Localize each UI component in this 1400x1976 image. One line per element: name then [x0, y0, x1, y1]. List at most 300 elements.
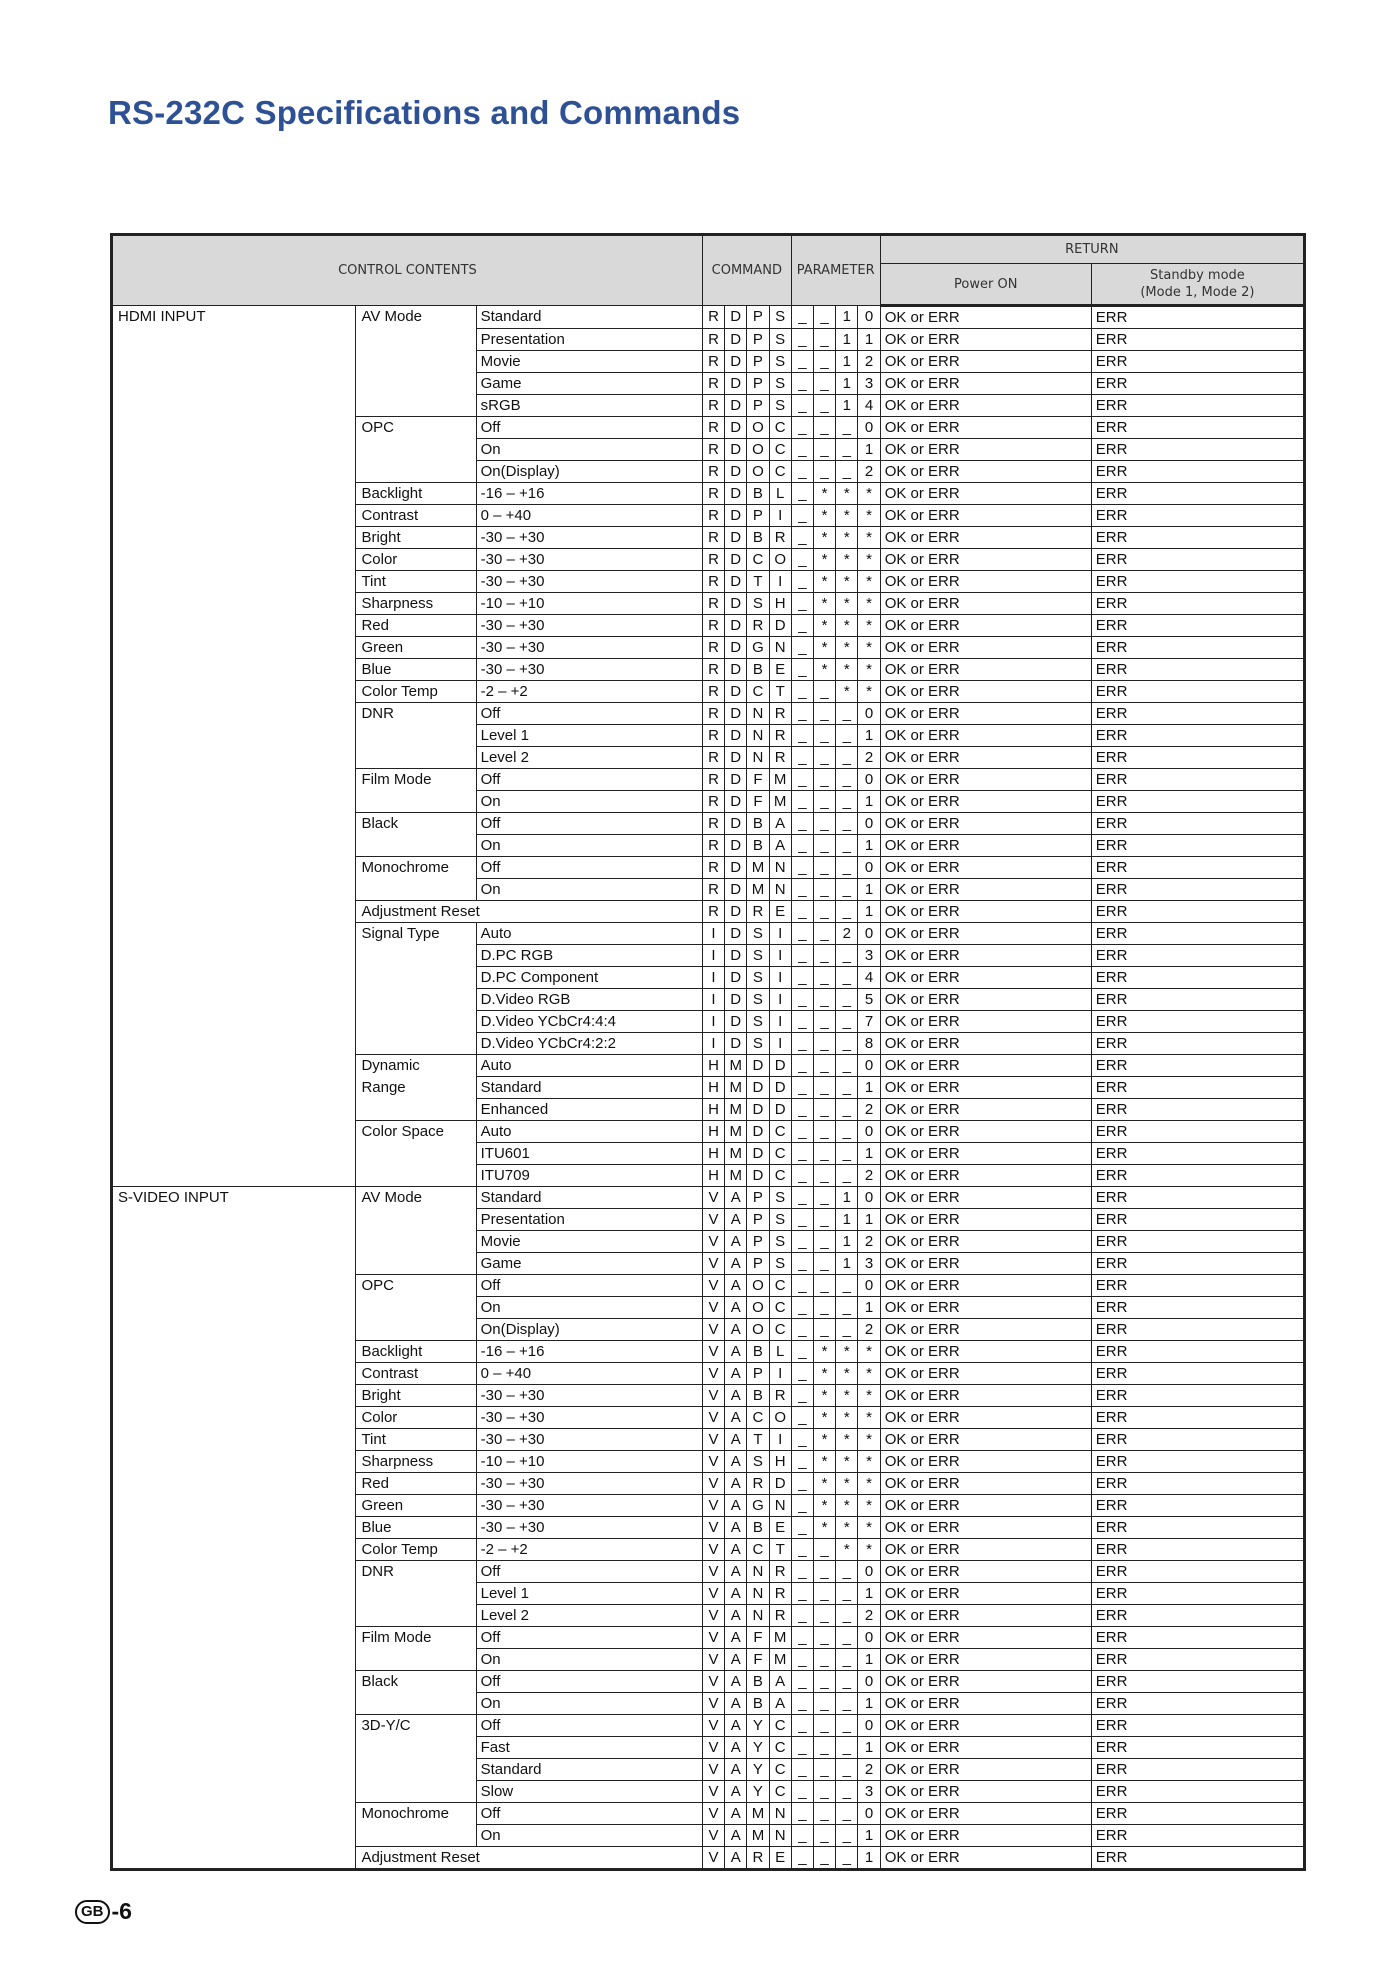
parameter-char: _ [813, 373, 835, 395]
control-cell [356, 945, 476, 967]
setting-value: Presentation [476, 329, 702, 351]
setting-value: Off [476, 417, 702, 439]
control-cell [356, 351, 476, 373]
group-cell [112, 461, 356, 483]
command-char: V [702, 1671, 724, 1693]
command-char: I [769, 923, 791, 945]
command-char: R [747, 1473, 769, 1495]
command-char: I [769, 505, 791, 527]
parameter-char: 1 [836, 351, 858, 373]
return-power-on: OK or ERR [880, 1605, 1091, 1627]
command-char: M [725, 1099, 747, 1121]
parameter-char: _ [813, 901, 835, 923]
parameter-char: 1 [858, 1077, 880, 1099]
setting-value: Standard [476, 1077, 702, 1099]
command-char: V [702, 1561, 724, 1583]
command-char: A [725, 1715, 747, 1737]
command-char: A [725, 1253, 747, 1275]
table-row [112, 791, 1305, 813]
command-char: O [769, 549, 791, 571]
group-label: HDMI INPUT [112, 306, 356, 329]
setting-value: -30 – +30 [476, 527, 702, 549]
setting-value: Game [476, 373, 702, 395]
parameter-char: _ [791, 549, 813, 571]
parameter-char: 1 [858, 835, 880, 857]
command-char: A [725, 1627, 747, 1649]
command-char: E [769, 1517, 791, 1539]
parameter-char: _ [791, 1627, 813, 1649]
return-standby: ERR [1091, 637, 1304, 659]
control-label: Color Temp [356, 1539, 476, 1561]
command-char: R [702, 769, 724, 791]
setting-value: D.Video YCbCr4:2:2 [476, 1033, 702, 1055]
setting-value: D.Video YCbCr4:4:4 [476, 1011, 702, 1033]
control-label: OPC [356, 1275, 476, 1297]
group-cell [112, 571, 356, 593]
return-power-on: OK or ERR [880, 461, 1091, 483]
parameter-char: _ [791, 1803, 813, 1825]
command-char: C [747, 1407, 769, 1429]
command-char: R [702, 395, 724, 417]
return-standby: ERR [1091, 505, 1304, 527]
command-char: E [769, 901, 791, 923]
parameter-char: _ [836, 1099, 858, 1121]
command-char: R [702, 835, 724, 857]
parameter-char: _ [791, 1077, 813, 1099]
return-power-on: OK or ERR [880, 1407, 1091, 1429]
parameter-char: _ [791, 1011, 813, 1033]
command-char: H [702, 1055, 724, 1077]
return-standby: ERR [1091, 1693, 1304, 1715]
command-char: O [747, 1275, 769, 1297]
command-char: O [747, 1319, 769, 1341]
command-char: N [747, 1583, 769, 1605]
command-char: B [747, 1385, 769, 1407]
parameter-char: 0 [858, 1671, 880, 1693]
command-char: N [747, 1561, 769, 1583]
return-power-on: OK or ERR [880, 747, 1091, 769]
parameter-char: _ [813, 1825, 835, 1847]
parameter-char: * [836, 1429, 858, 1451]
command-char: D [725, 857, 747, 879]
command-char: M [725, 1121, 747, 1143]
table-row [112, 1253, 1305, 1275]
command-char: V [702, 1781, 724, 1803]
table-row [112, 571, 1305, 593]
parameter-char: _ [813, 1055, 835, 1077]
parameter-char: * [813, 1517, 835, 1539]
setting-value: -16 – +16 [476, 1341, 702, 1363]
parameter-char: 2 [858, 1165, 880, 1187]
parameter-char: _ [791, 1693, 813, 1715]
command-char: R [702, 351, 724, 373]
parameter-char: 1 [858, 1583, 880, 1605]
return-standby: ERR [1091, 1011, 1304, 1033]
table-row [112, 1121, 1305, 1143]
command-char: D [725, 1033, 747, 1055]
group-label: S-VIDEO INPUT [112, 1187, 356, 1209]
group-cell [112, 725, 356, 747]
parameter-char: 3 [858, 1781, 880, 1803]
command-char: P [747, 1187, 769, 1209]
parameter-char: * [836, 1495, 858, 1517]
table-row [112, 1649, 1305, 1671]
table-row [112, 1715, 1305, 1737]
table-row [112, 1561, 1305, 1583]
parameter-char: _ [836, 835, 858, 857]
setting-value: On [476, 1825, 702, 1847]
command-char: N [747, 725, 769, 747]
group-cell [112, 1649, 356, 1671]
group-cell [112, 1407, 356, 1429]
return-power-on: OK or ERR [880, 769, 1091, 791]
command-char: D [725, 835, 747, 857]
table-row [112, 306, 1305, 329]
group-cell [112, 483, 356, 505]
command-char: A [725, 1803, 747, 1825]
parameter-char: 1 [836, 395, 858, 417]
return-standby: ERR [1091, 967, 1304, 989]
parameter-char: _ [791, 439, 813, 461]
setting-value: 0 – +40 [476, 505, 702, 527]
setting-value: -30 – +30 [476, 1517, 702, 1539]
command-char: D [725, 593, 747, 615]
command-char: D [725, 945, 747, 967]
command-char: V [702, 1847, 724, 1870]
parameter-char: * [813, 637, 835, 659]
control-label: Color [356, 1407, 476, 1429]
control-cell [356, 461, 476, 483]
return-power-on: OK or ERR [880, 703, 1091, 725]
command-char: D [725, 791, 747, 813]
control-label: Black [356, 1671, 476, 1693]
command-char: V [702, 1231, 724, 1253]
command-char: S [769, 1231, 791, 1253]
command-char: R [702, 747, 724, 769]
parameter-char: _ [813, 835, 835, 857]
group-cell [112, 1297, 356, 1319]
parameter-char: _ [791, 681, 813, 703]
return-power-on: OK or ERR [880, 1539, 1091, 1561]
command-char: R [702, 483, 724, 505]
command-char: R [702, 703, 724, 725]
return-standby: ERR [1091, 527, 1304, 549]
parameter-char: _ [791, 725, 813, 747]
command-char: B [747, 527, 769, 549]
parameter-char: * [836, 615, 858, 637]
setting-value: -16 – +16 [476, 483, 702, 505]
command-char: D [725, 549, 747, 571]
command-char: A [725, 1473, 747, 1495]
command-char: S [769, 306, 791, 329]
parameter-char: _ [813, 395, 835, 417]
setting-value: Auto [476, 1055, 702, 1077]
command-char: G [747, 1495, 769, 1517]
setting-value: Fast [476, 1737, 702, 1759]
command-char: S [769, 1253, 791, 1275]
command-char: A [725, 1517, 747, 1539]
table-row [112, 681, 1305, 703]
return-standby: ERR [1091, 703, 1304, 725]
parameter-char: 1 [836, 1187, 858, 1209]
header-power-on: Power ON [880, 264, 1091, 306]
setting-value: Level 1 [476, 725, 702, 747]
setting-value: ITU709 [476, 1165, 702, 1187]
control-cell [356, 1297, 476, 1319]
command-char: V [702, 1297, 724, 1319]
command-char: M [769, 1627, 791, 1649]
table-row [112, 1847, 1305, 1870]
command-char: B [747, 659, 769, 681]
command-char: S [769, 1187, 791, 1209]
parameter-char: * [858, 1517, 880, 1539]
command-char: A [725, 1209, 747, 1231]
return-power-on: OK or ERR [880, 879, 1091, 901]
table-body [112, 306, 1305, 1870]
command-char: R [769, 703, 791, 725]
return-standby: ERR [1091, 1847, 1304, 1870]
group-cell [112, 439, 356, 461]
command-char: I [769, 571, 791, 593]
control-label: Signal Type [356, 923, 476, 945]
return-standby: ERR [1091, 835, 1304, 857]
parameter-char: * [858, 681, 880, 703]
table-row [112, 1407, 1305, 1429]
group-cell [112, 1165, 356, 1187]
table-row [112, 1363, 1305, 1385]
setting-value: Movie [476, 1231, 702, 1253]
parameter-char: 2 [858, 1319, 880, 1341]
parameter-char: _ [813, 681, 835, 703]
command-char: R [747, 901, 769, 923]
table-row [112, 417, 1305, 439]
setting-value: -10 – +10 [476, 1451, 702, 1473]
command-char: A [725, 1605, 747, 1627]
command-char: D [769, 1055, 791, 1077]
return-power-on: OK or ERR [880, 1253, 1091, 1275]
parameter-char: _ [813, 1671, 835, 1693]
command-char: M [769, 1649, 791, 1671]
command-char: V [702, 1451, 724, 1473]
command-char: H [702, 1165, 724, 1187]
command-char: N [769, 879, 791, 901]
setting-value: Off [476, 1671, 702, 1693]
command-char: D [725, 769, 747, 791]
group-cell [112, 1561, 356, 1583]
command-char: R [769, 725, 791, 747]
control-cell [356, 395, 476, 417]
parameter-char: * [858, 615, 880, 637]
command-char: A [769, 813, 791, 835]
parameter-char: 1 [836, 1253, 858, 1275]
parameter-char: _ [791, 1517, 813, 1539]
parameter-char: _ [791, 1583, 813, 1605]
parameter-char: _ [836, 1693, 858, 1715]
return-power-on: OK or ERR [880, 1121, 1091, 1143]
parameter-char: _ [791, 1649, 813, 1671]
command-char: M [747, 1803, 769, 1825]
command-char: B [747, 835, 769, 857]
return-standby: ERR [1091, 1715, 1304, 1737]
group-cell [112, 1517, 356, 1539]
return-power-on: OK or ERR [880, 1693, 1091, 1715]
command-char: R [702, 527, 724, 549]
header-command: COMMAND [702, 235, 791, 306]
group-cell [112, 791, 356, 813]
parameter-char: * [858, 549, 880, 571]
group-cell [112, 747, 356, 769]
command-char: V [702, 1715, 724, 1737]
return-power-on: OK or ERR [880, 945, 1091, 967]
command-char: N [747, 747, 769, 769]
command-char: I [769, 945, 791, 967]
command-char: C [769, 1143, 791, 1165]
group-cell [112, 1847, 356, 1870]
command-char: B [747, 1693, 769, 1715]
parameter-char: 1 [858, 1825, 880, 1847]
table-row [112, 1583, 1305, 1605]
return-power-on: OK or ERR [880, 1803, 1091, 1825]
command-char: E [769, 1847, 791, 1870]
control-cell [356, 1143, 476, 1165]
parameter-char: 8 [858, 1033, 880, 1055]
setting-value: Auto [476, 1121, 702, 1143]
parameter-char: * [813, 1385, 835, 1407]
table-row [112, 483, 1305, 505]
table-row [112, 1539, 1305, 1561]
parameter-char: * [858, 505, 880, 527]
setting-value: -2 – +2 [476, 1539, 702, 1561]
command-char: F [747, 791, 769, 813]
parameter-char: _ [791, 1165, 813, 1187]
parameter-char: _ [836, 989, 858, 1011]
table-row [112, 835, 1305, 857]
command-char: D [769, 1473, 791, 1495]
parameter-char: 0 [858, 1715, 880, 1737]
parameter-char: 0 [858, 703, 880, 725]
return-power-on: OK or ERR [880, 1319, 1091, 1341]
return-standby: ERR [1091, 306, 1304, 329]
return-power-on: OK or ERR [880, 505, 1091, 527]
parameter-char: _ [791, 769, 813, 791]
setting-value: -2 – +2 [476, 681, 702, 703]
parameter-char: _ [813, 1627, 835, 1649]
parameter-char: 2 [836, 923, 858, 945]
group-cell [112, 1693, 356, 1715]
control-cell [356, 373, 476, 395]
return-standby: ERR [1091, 901, 1304, 923]
parameter-char: _ [791, 1099, 813, 1121]
parameter-char: _ [813, 1231, 835, 1253]
command-char: H [702, 1121, 724, 1143]
parameter-char: _ [836, 703, 858, 725]
parameter-char: * [813, 659, 835, 681]
command-char: R [702, 637, 724, 659]
parameter-char: _ [813, 1561, 835, 1583]
return-standby: ERR [1091, 439, 1304, 461]
parameter-char: * [836, 571, 858, 593]
parameter-char: _ [791, 373, 813, 395]
parameter-char: _ [791, 1539, 813, 1561]
command-char: I [702, 923, 724, 945]
parameter-char: 1 [858, 1143, 880, 1165]
control-label: Bright [356, 527, 476, 549]
header-return: RETURN [880, 235, 1304, 264]
parameter-char: 0 [858, 1561, 880, 1583]
table-row [112, 329, 1305, 351]
group-cell [112, 967, 356, 989]
group-cell [112, 769, 356, 791]
parameter-char: _ [813, 747, 835, 769]
command-char: P [747, 505, 769, 527]
parameter-char: 1 [858, 1693, 880, 1715]
command-char: A [769, 1693, 791, 1715]
command-char: M [725, 1165, 747, 1187]
return-standby: ERR [1091, 1627, 1304, 1649]
parameter-char: * [858, 571, 880, 593]
command-char: D [725, 417, 747, 439]
table-row [112, 1011, 1305, 1033]
parameter-char: _ [791, 703, 813, 725]
return-power-on: OK or ERR [880, 1011, 1091, 1033]
return-power-on: OK or ERR [880, 1099, 1091, 1121]
parameter-char: 0 [858, 1803, 880, 1825]
table-row [112, 703, 1305, 725]
setting-value: On(Display) [476, 1319, 702, 1341]
table-row [112, 1451, 1305, 1473]
command-char: I [702, 967, 724, 989]
return-power-on: OK or ERR [880, 1473, 1091, 1495]
parameter-char: _ [836, 1561, 858, 1583]
command-char: F [747, 1627, 769, 1649]
setting-value: -30 – +30 [476, 659, 702, 681]
parameter-char: * [836, 1407, 858, 1429]
group-cell [112, 1275, 356, 1297]
parameter-char: * [836, 1341, 858, 1363]
parameter-char: 0 [858, 1187, 880, 1209]
parameter-char: 0 [858, 306, 880, 329]
command-char: D [725, 967, 747, 989]
return-standby: ERR [1091, 1297, 1304, 1319]
command-char: D [725, 461, 747, 483]
return-power-on: OK or ERR [880, 549, 1091, 571]
return-power-on: OK or ERR [880, 395, 1091, 417]
parameter-char: _ [791, 923, 813, 945]
control-cell [356, 1033, 476, 1055]
command-char: C [769, 439, 791, 461]
table-row [112, 1803, 1305, 1825]
command-char: V [702, 1187, 724, 1209]
command-char: B [747, 1517, 769, 1539]
return-power-on: OK or ERR [880, 1077, 1091, 1099]
parameter-char: _ [813, 1187, 835, 1209]
command-char: C [769, 1297, 791, 1319]
return-power-on: OK or ERR [880, 923, 1091, 945]
parameter-char: _ [836, 1165, 858, 1187]
command-char: R [702, 461, 724, 483]
command-char: D [725, 439, 747, 461]
group-cell [112, 615, 356, 637]
command-char: D [725, 681, 747, 703]
parameter-char: _ [813, 1077, 835, 1099]
parameter-char: 3 [858, 1253, 880, 1275]
command-char: F [747, 1649, 769, 1671]
parameter-char: _ [813, 1803, 835, 1825]
parameter-char: _ [836, 967, 858, 989]
return-standby: ERR [1091, 1495, 1304, 1517]
control-label: Blue [356, 1517, 476, 1539]
parameter-char: _ [813, 1143, 835, 1165]
